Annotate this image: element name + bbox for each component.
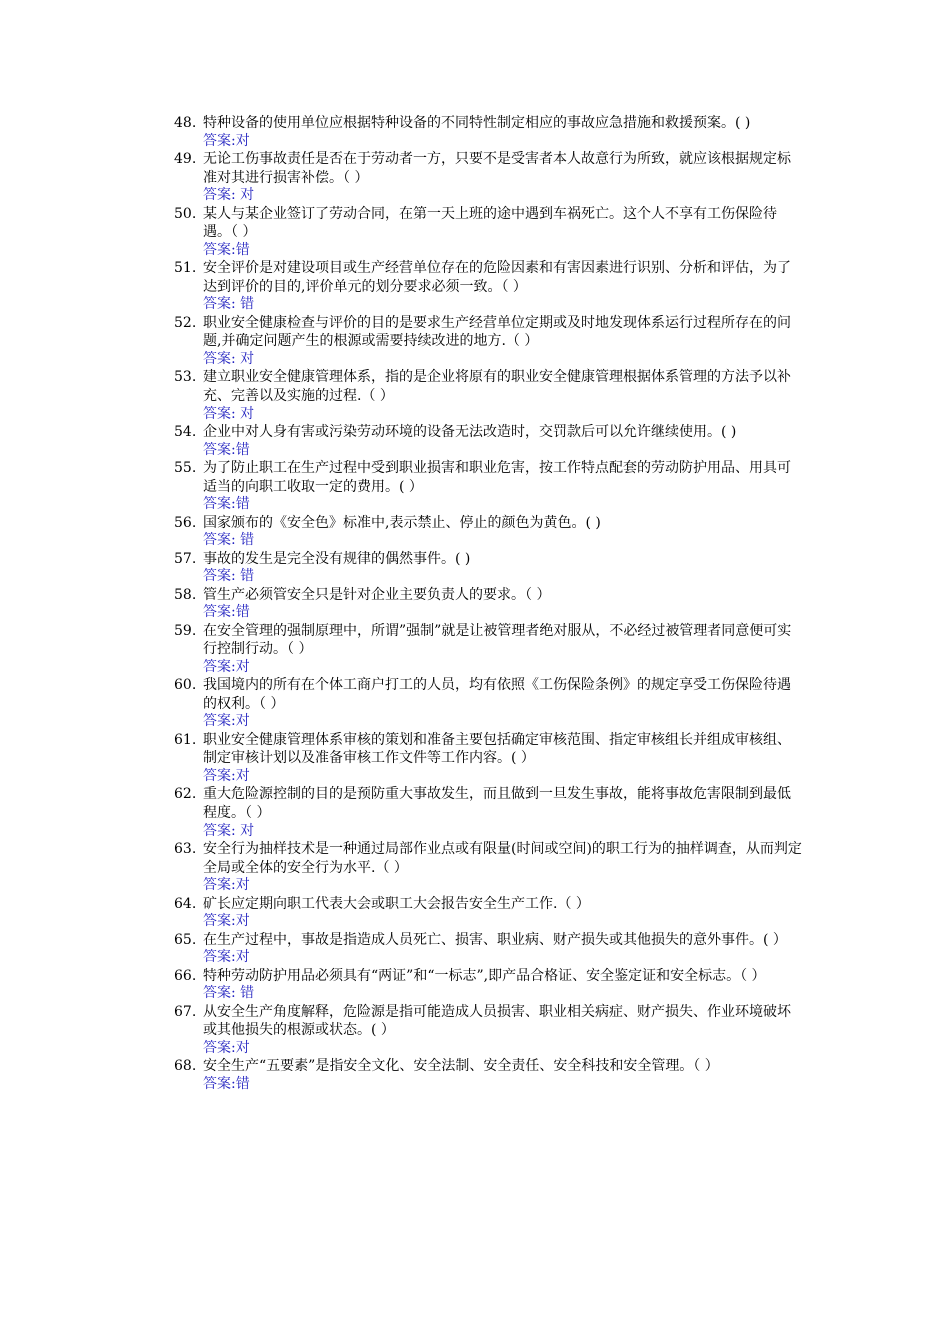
answer-line [174, 442, 804, 459]
answer-value: 对 [235, 1039, 250, 1056]
answer-label: 答案: [203, 877, 236, 894]
question-text: 国家颁布的《安全色》标准中,表示禁止、停止的颜色为黄色。( ) [203, 514, 601, 531]
question-row [174, 840, 804, 877]
answer-line [174, 913, 804, 930]
question-text: 在安全管理的强制原理中，所谓”强制”就是让被管理者绝对服从，不必经过被管理者同意便可实行控制行动。（ ） [203, 622, 792, 658]
answer-line [174, 351, 804, 368]
question-row [174, 895, 804, 914]
question-row [174, 205, 804, 242]
answer-line [174, 496, 804, 513]
question-text: 安全评价是对建设项目或生产经营单位存在的危险因素和有害因素进行识别、分析和评估，为了达到评价的目的,评价单元的划分要求必须一致。（ ） [203, 260, 791, 295]
question-number: 53. [174, 369, 197, 386]
question-item [174, 114, 804, 150]
answer-value: 对 [235, 767, 250, 784]
question-item [174, 314, 804, 369]
question-row [174, 967, 804, 986]
question-text: 重大危险源控制的目的是预防重大事故发生，而且做到一旦发生事故，能将事故危害限制到最低程度。（ ） [203, 786, 791, 821]
question-row [174, 676, 804, 713]
question-text: 为了防止职工在生产过程中受到职业损害和职业危害，按工作特点配套的劳动防护用品、用具可适当的向职工收取一定的费用。( ） [203, 459, 791, 495]
question-row [174, 785, 804, 822]
question-text: 某人与某企业签订了劳动合同，在第一天上班的途中遇到车祸死亡。这个人不享有工伤保险待遇。（ ） [203, 205, 777, 241]
answer-label: 答案: [203, 1039, 236, 1056]
answer-line [174, 406, 804, 423]
question-number: 56. [174, 514, 197, 531]
answer-value: 对 [235, 877, 250, 894]
question-item [174, 731, 804, 786]
question-row [174, 423, 804, 442]
answer-label: 答案: [203, 350, 236, 367]
question-row [174, 622, 804, 659]
answer-label: 答案: [203, 822, 236, 839]
answer-value: 错 [235, 532, 255, 549]
question-row [174, 314, 804, 351]
question-row [174, 550, 804, 569]
answer-label: 答案: [203, 532, 236, 549]
question-row [174, 931, 804, 950]
answer-value: 对 [235, 913, 250, 930]
question-row [174, 1003, 804, 1040]
question-item [174, 586, 804, 622]
question-number: 58. [174, 586, 197, 603]
answer-label: 答案: [203, 913, 236, 930]
answer-value: 错 [235, 296, 255, 313]
answer-value: 对 [235, 713, 250, 730]
question-item [174, 550, 804, 586]
question-text: 在生产过程中，事故是指造成人员死亡、损害、职业病、财产损失或其他损失的意外事件。( ） [203, 931, 787, 948]
question-number: 52. [174, 314, 197, 331]
answer-label: 答案: [203, 132, 236, 149]
question-text: 矿长应定期向职工代表大会或职工大会报告安全生产工作.（ ） [203, 895, 590, 912]
answer-line [174, 823, 804, 840]
question-text: 建立职业安全健康管理体系，指的是企业将原有的职业安全健康管理根据体系管理的方法予以补充、完善以及实施的过程.（ ） [203, 369, 791, 404]
answer-label: 答案: [203, 241, 236, 258]
answer-line [174, 1040, 804, 1057]
question-number: 59. [174, 622, 197, 639]
question-number: 63. [174, 840, 197, 857]
question-text: 特种设备的使用单位应根据特种设备的不同特性制定相应的事故应急措施和救援预案。( ) [203, 115, 751, 131]
question-row [174, 368, 804, 405]
answer-value: 错 [235, 441, 250, 458]
answer-label: 答案: [203, 985, 236, 1002]
question-text: 企业中对人身有害或污染劳动环境的设备无法改造时，交罚款后可以允许继续使用。( ) [203, 423, 737, 440]
question-item [174, 967, 804, 1003]
answer-value: 对 [235, 658, 250, 675]
question-text: 我国境内的所有在个体工商户打工的人员，均有依照《工伤保险条例》的规定享受工伤保险待遇的权利。（ ） [203, 677, 791, 712]
answer-value: 对 [235, 132, 250, 149]
answer-label: 答案: [203, 405, 236, 422]
answer-value: 错 [235, 604, 250, 621]
question-text: 职业安全健康管理体系审核的策划和准备主要包括确定审核范围、指定审核组长并组成审核组、制定审核计划以及准备审核工作文件等工作内容。( ） [203, 731, 791, 767]
question-text: 无论工伤事故责任是否在于劳动者一方，只要不是受害者本人故意行为所致，就应该根据规定标准对其进行损害补偿。（ ） [203, 151, 791, 186]
question-list [174, 114, 804, 1093]
question-number: 48. [174, 115, 197, 131]
question-row [174, 150, 804, 187]
answer-value: 错 [235, 496, 250, 513]
answer-label: 答案: [203, 949, 236, 966]
answer-value: 对 [235, 187, 255, 204]
answer-line [174, 604, 804, 621]
question-number: 60. [174, 677, 197, 694]
question-number: 62. [174, 786, 197, 803]
question-row [174, 731, 804, 768]
question-number: 64. [174, 895, 197, 912]
question-item [174, 1057, 804, 1093]
answer-line [174, 768, 804, 785]
question-number: 55. [174, 459, 197, 476]
question-row [174, 586, 804, 605]
answer-line [174, 296, 804, 313]
question-item [174, 840, 804, 895]
question-number: 54. [174, 423, 197, 440]
question-text: 职业安全健康检查与评价的目的是要求生产经营单位定期或及时地发现体系运行过程所存在的问题,并确定问题产生的根源或需要持续改进的地方.（ ） [203, 314, 791, 350]
question-number: 66. [174, 967, 197, 984]
answer-value: 错 [235, 568, 255, 585]
answer-value: 错 [235, 241, 250, 258]
answer-label: 答案: [203, 568, 236, 585]
question-item [174, 514, 804, 550]
question-row [174, 259, 804, 296]
answer-label: 答案: [203, 496, 236, 513]
question-text: 事故的发生是完全没有规律的偶然事件。( ) [203, 550, 471, 567]
answer-value: 对 [235, 949, 250, 966]
answer-line [174, 949, 804, 966]
answer-label: 答案: [203, 713, 236, 730]
question-item [174, 205, 804, 260]
question-text: 安全生产“五要素”是指安全文化、安全法制、安全责任、安全科技和安全管理。（ ） [203, 1058, 719, 1075]
question-row [174, 459, 804, 496]
answer-label: 答案: [203, 658, 236, 675]
answer-label: 答案: [203, 187, 236, 204]
answer-label: 答案: [203, 296, 236, 313]
answer-line [174, 713, 804, 730]
question-row [174, 114, 804, 133]
question-item [174, 785, 804, 840]
question-item [174, 1003, 804, 1058]
answer-line [174, 187, 804, 204]
question-item [174, 622, 804, 677]
question-item [174, 459, 804, 514]
question-text: 特种劳动防护用品必须具有“两证”和“一标志”,即产品合格证、安全鉴定证和安全标志。（ ） [203, 967, 766, 984]
answer-value: 错 [235, 985, 255, 1002]
question-row [174, 514, 804, 533]
question-number: 49. [174, 151, 197, 167]
answer-line [174, 133, 804, 150]
question-number: 67. [174, 1003, 197, 1020]
answer-label: 答案: [203, 767, 236, 784]
question-text: 管生产必须管安全只是针对企业主要负责人的要求。（ ） [203, 586, 551, 603]
question-text: 从安全生产角度解释，危险源是指可能造成人员损害、职业相关病症、财产损失、作业环境破坏或其他损失的根源或状态。( ） [203, 1003, 791, 1039]
answer-line [174, 242, 804, 259]
question-item [174, 368, 804, 423]
question-row [174, 1057, 804, 1076]
answer-line [174, 985, 804, 1002]
question-text: 安全行为抽样技术是一种通过局部作业点或有限量(时间或空间)的职工行为的抽样调查，从而判定全局或全体的安全行为水平.（ ） [203, 840, 802, 876]
answer-line [174, 877, 804, 894]
answer-value: 错 [235, 1075, 250, 1092]
question-item [174, 895, 804, 931]
question-number: 50. [174, 205, 197, 222]
question-item [174, 423, 804, 459]
question-item [174, 259, 804, 314]
answer-value: 对 [235, 350, 255, 367]
answer-line [174, 659, 804, 676]
answer-line [174, 532, 804, 549]
question-item [174, 150, 804, 205]
question-number: 65. [174, 931, 197, 948]
answer-value: 对 [235, 405, 255, 422]
question-number: 57. [174, 550, 197, 567]
answer-label: 答案: [203, 604, 236, 621]
answer-label: 答案: [203, 441, 236, 458]
question-number: 51. [174, 260, 197, 277]
answer-line [174, 1076, 804, 1093]
question-item [174, 676, 804, 731]
answer-line [174, 568, 804, 585]
answer-value: 对 [235, 822, 255, 839]
answer-label: 答案: [203, 1075, 236, 1092]
question-item [174, 931, 804, 967]
question-number: 61. [174, 731, 197, 748]
question-number: 68. [174, 1058, 197, 1075]
